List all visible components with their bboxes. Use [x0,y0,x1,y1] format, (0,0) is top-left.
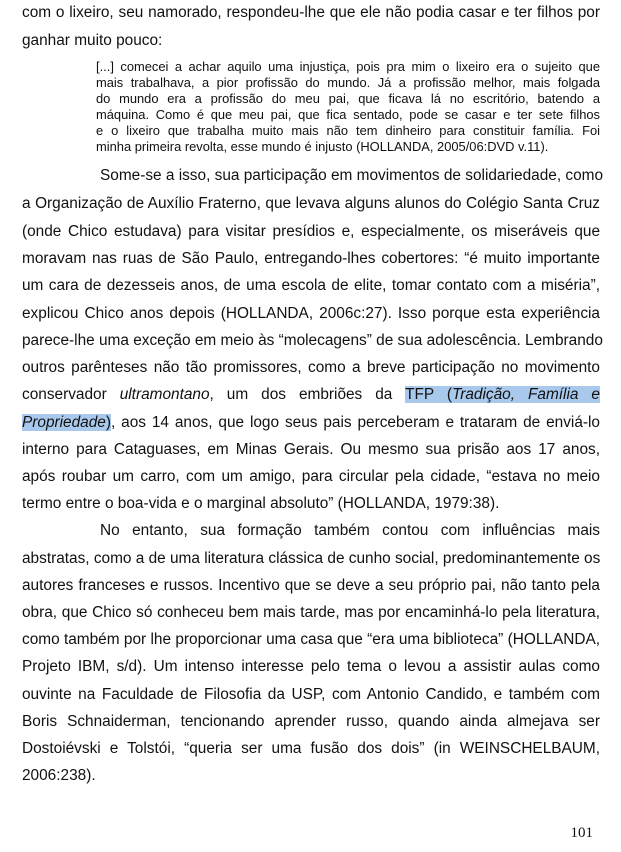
text-line: abstratas, como a de uma literatura clássica de cunho social, predominantemente os [22,550,601,567]
text-line: um cara de dezesseis anos, de uma escola de elite, tomar contato com a miséria”, [22,277,600,294]
text-line: Boris Schnaiderman, tencionando aprender russo, quando ainda almejava ser [22,713,600,730]
text-line [22,385,600,405]
text-line: moravam nas ruas de São Paulo, entregando-lhes cobertores: “é muito importante [22,250,600,267]
text-line: ouvinte na Faculdade de Filosofia da USP, com Antonio Candido, e também com [22,686,600,703]
text-line: Projeto IBM, s/d). Um intenso interesse pelo tema o levou a assistir aulas como [22,658,600,675]
text-line: (onde Chico estudava) para visitar presídios e, especialmente, os miseráveis que [22,223,600,240]
text-line: como também por lhe proporcionar uma casa que “era uma biblioteca” (HOLLANDA, [22,631,600,648]
text-line: Dostoiévski e Tolstói, “queria ser uma fusão dos dois” (in WEINSCHELBAUM, [22,740,600,757]
text-line: explicou Chico anos depois (HOLLANDA, 2006c:27). Isso porque esta experiência [22,305,600,322]
highlighted-text [405,386,600,403]
text-line: ganhar muito pouco: [22,32,163,49]
text-line: a Organização de Auxílio Fraterno, que levava alguns alunos do Colégio Santa Cruz [22,195,600,212]
text-line: termo entre o boa-vida e o marginal absoluto” (HOLLANDA, 1979:38). [22,495,500,512]
highlight-plain: TFP ( [405,386,452,403]
text-line: com o lixeiro, seu namorado, respondeu-lhe que ele não podia casar e ter filhos por [22,4,600,21]
quote-line: minha primeira revolta, esse mundo é injusto (HOLLANDA, 2005/06:DVD v.11). [96,139,549,154]
highlight-italic: Propriedade [22,414,106,431]
highlight-italic: Tradição, Família e [451,386,600,403]
quote-line: máquina. Como é que meu pai, que fica sentado, pode se casar e ter sete filhos [96,107,600,122]
text-line: parece-lhe uma exceção em meio às “molecagens” de sua adolescência. Lembrando [22,332,603,349]
line-rest: , aos 14 anos, que logo seus pais perceberam e trataram de enviá-lo [111,414,600,431]
quote-line: mais trabalhava, a pior profissão do mundo. Já a profissão melhor, mais folgada [96,75,600,90]
quote-line: do mundo era a profissão do meu pai, que ficava lá no escritório, batendo a [96,91,600,106]
italic-term: ultramontano [119,386,210,403]
line-middle: , um dos embriões da [209,386,406,403]
highlight-plain: ) [105,414,111,431]
line-prefix: conservador [22,386,120,403]
text-line: No entanto, sua formação também contou com influências mais [100,522,600,539]
text-line: Some-se a isso, sua participação em movimentos de solidariedade, como [100,167,604,184]
page-number: 101 [570,825,593,841]
text-line: interno para Cataguases, em Minas Gerais. Ou mesmo sua prisão aos 17 anos, [22,441,600,458]
text-line [22,413,600,433]
quote-line: [...] comecei a achar aquilo uma injustiça, pois pra mim o lixeiro era o sujeito que [96,59,600,74]
quote-line: e o lixeiro que trabalha muito mais não tem dinheiro para constituir família. Foi [96,123,600,138]
text-line: autores franceses e russos. Incentivo que se deve a seu próprio pai, não tanto pela [22,577,600,594]
text-line: 2006:238). [22,767,96,784]
highlighted-text [22,414,111,431]
text-line: obra, que Chico só conheceu bem mais tarde, mas por encaminhá-lo pela literatura, [22,604,600,621]
text-line: outros parênteses não tão promissores, como a breve participação no movimento [22,359,600,376]
text-line: após roubar um carro, com um amigo, para circular pela cidade, “estava no meio [22,468,600,485]
